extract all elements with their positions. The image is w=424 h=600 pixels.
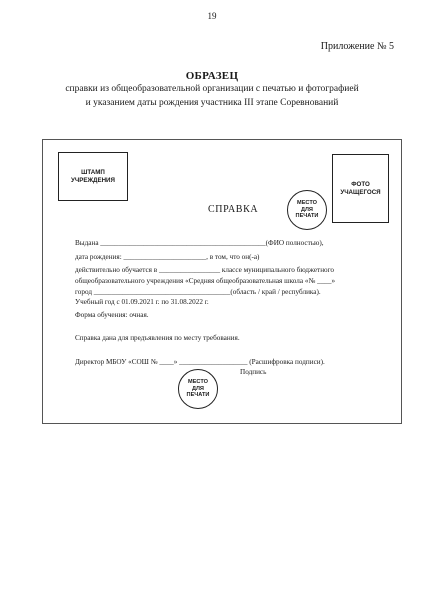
certificate-heading: СПРАВКА	[208, 204, 259, 215]
seal-text-line-1: МЕСТО	[188, 379, 208, 386]
document-subtitle-line-2: и указанием даты рождения участника III этапе Соревнований	[85, 98, 339, 108]
student-photo-box	[332, 154, 389, 223]
purpose-line: Справка дана для предъявления по месту требования.	[75, 334, 240, 342]
stamp-text-line-1: ШТАМП	[81, 169, 105, 176]
photo-text-line-1: ФОТО	[351, 181, 370, 188]
signature-label: Подпись	[240, 368, 267, 376]
stamp-text-line-2: УЧРЕЖДЕНИЯ	[71, 176, 115, 184]
seal-text-line-1: МЕСТО	[297, 200, 317, 207]
institution-stamp-box	[58, 152, 128, 201]
seal-text-line-2: ДЛЯ	[301, 206, 313, 213]
document-subtitle-line-1: справки из общеобразовательной организации с печатью и фотографией	[65, 84, 359, 94]
page-number: 19	[207, 11, 217, 21]
school-year-line: Учебный год с 01.09.2021 г. по 31.08.2022 г.	[75, 298, 209, 306]
seal-place-top	[287, 190, 327, 230]
seal-text-line-3: ПЕЧАТИ	[295, 213, 319, 220]
school-line: общеобразовательного учреждения «Средняя общеобразовательная школа «№ ____»	[75, 277, 336, 285]
document-title: ОБРАЗЕЦ	[185, 70, 239, 82]
director-signature-line: Директор МБОУ «СОШ № ____» ___________________ (Расшифровка подписи).	[75, 358, 325, 366]
seal-place-bottom	[178, 369, 218, 409]
photo-text-line-2: УЧАЩЕГОСЯ	[340, 188, 381, 196]
seal-text-line-2: ДЛЯ	[192, 385, 204, 392]
appendix-label: Приложение № 5	[320, 41, 394, 52]
seal-text-line-3: ПЕЧАТИ	[186, 392, 210, 399]
issued-to-line: Выдана ______________________________________________(ФИО полностью),	[75, 239, 324, 247]
birth-date-line: дата рождения: _______________________, в том, что он(-а)	[75, 253, 260, 261]
city-line: город ______________________________________(область / край / республика).	[75, 288, 321, 296]
class-line: действительно обучается в _________________ классе муниципального бюджетного	[75, 266, 335, 274]
study-form-line: Форма обучения: очная.	[75, 311, 149, 319]
